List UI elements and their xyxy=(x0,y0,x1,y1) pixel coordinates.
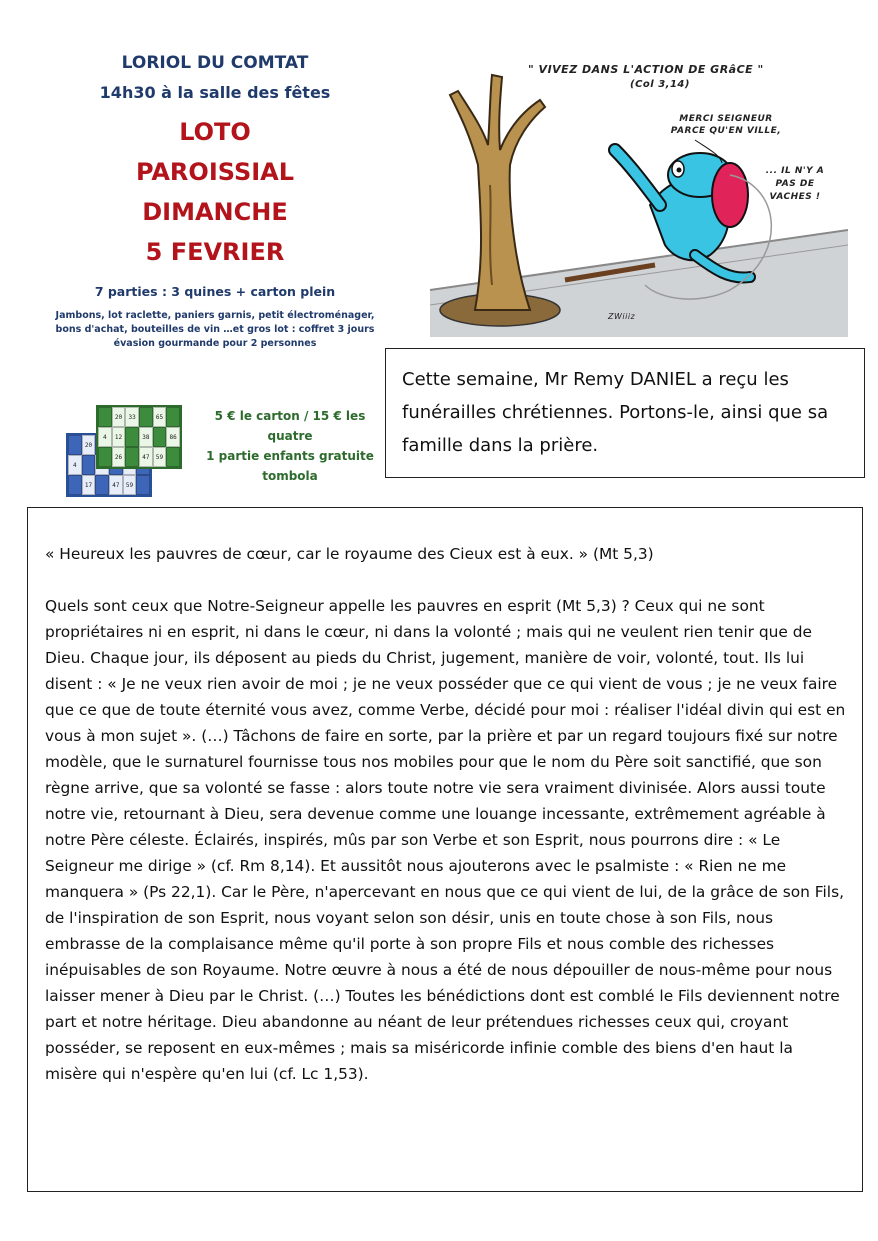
cartoon-illustration xyxy=(430,55,848,337)
loto-prices xyxy=(200,406,380,486)
loto-price-line-3: tombola xyxy=(262,469,318,483)
announcement-box xyxy=(385,348,865,478)
announcement-text: Cette semaine, Mr Remy DANIEL a reçu les funérailles chrétiennes. Portons-le, ainsi que sa famille dans la prière. xyxy=(402,369,829,456)
cartoon-bubble-2: ... IL N'Y A PAS DE VACHES ! xyxy=(765,166,825,202)
meditation-body: Quels sont ceux que Notre-Seigneur appelle les pauvres en esprit (Mt 5,3) ? Ceux qui ne sont propriétaires ni en esprit, ni dans le cœur, ni dans la volonté ; mais qui ne veulent rien tenir que de Dieu. Chaque jour, ils déposent au pieds du Christ, jugement, manière de voir, volonté, tout. Ils lui disent : « Je ne veux rien avoir de moi ; je ne veux posséder que ce qui vient de vous ; je ne veux faire que ce que de toute éternité vous avez, comme Verbe, décidé pour moi : réaliser l'idéal divin qui est en vous à mon sujet ». (…) Tâchons de faire en sorte, par la prière et par un regard toujours fixé sur notre modèle, que le surnaturel fournisse tous nos mobiles pour que le nom du Père soit sanctifié, que son règne arrive, que sa volonté se fasse : alors toute notre vie sera vraiment divinisée. Alors aussi toute notre vie, retournant à Dieu, sera devenue comme une louange incessante, extrêmement agréable à notre Père céleste. Éclairés, inspirés, mûs par son Verbe et son Esprit, nous pourrons dire : « Le Seigneur me dirige » (cf. Rm 8,14). Et aussitôt nous ajouterons avec le psalmiste : « Rien ne me manquera » (Ps 22,1). Car le Père, n'apercevant en nous que ce qui vient de lui, de la grâce de son Fils, de l'inspiration de son Esprit, nous voyant selon son désir, unis en toute chose à son Fils, nous embrasse de la complaisance même qu'il porte à son propre Fils et nous comble des richesses inépuisables de son Royaume. Notre œuvre à nous a été de nous dépouiller de nous-même pour nous laisser mener à Dieu par le Christ. (…) Toutes les bénédictions dont est comblé le Fils deviennent notre part et notre héritage. Dieu abandonne au néant de leur prétendues richesses ceux qui, croyant posséder, se reposent en eux-mêmes ; mais sa miséricorde infinie comble des biens d'en haut la misère qui n'espère qu'en lui (cf. Lc 1,53). xyxy=(45,597,846,1083)
loto-price-line-2: 1 partie enfants gratuite xyxy=(206,449,374,463)
loto-title-1: LOTO xyxy=(179,118,251,146)
loto-card-green: 20 33 65 4 12 38 86 26 47 59 xyxy=(96,405,182,469)
loto-place: LORIOL DU COMTAT xyxy=(121,53,309,73)
loto-poster xyxy=(40,52,390,351)
cartoon-signature: ZWiiiz xyxy=(608,312,636,321)
cartoon-title: " VIVEZ DANS L'ACTION DE GRâCE " xyxy=(528,63,764,76)
loto-title-3: DIMANCHE xyxy=(142,198,288,226)
cartoon-ref: (Col 3,14) xyxy=(630,79,690,90)
loto-parties: 7 parties : 3 quines + carton plein xyxy=(94,284,336,299)
loto-lots: Jambons, lot raclette, paniers garnis, petit électroménager, bons d'achat, bouteilles de vin …et gros lot : coffret 3 jours évasion gourmande pour 2 personnes xyxy=(55,310,375,349)
loto-title-2: PAROISSIAL xyxy=(135,158,295,186)
loto-time: 14h30 à la salle des fêtes xyxy=(99,83,331,102)
meditation-box xyxy=(27,507,863,1192)
loto-cards-illustration xyxy=(66,405,196,493)
cartoon-bubble-1: MERCI SEIGNEUR PARCE QU'EN VILLE, xyxy=(670,114,782,136)
meditation-quote: « Heureux les pauvres de cœur, car le royaume des Cieux est à eux. » (Mt 5,3) xyxy=(45,545,654,563)
loto-card-blue: 20 4 17 47 59 xyxy=(66,433,152,497)
loto-price-line-1: 5 € le carton / 15 € les quatre xyxy=(214,409,366,443)
loto-title-4: 5 FEVRIER xyxy=(145,238,285,266)
